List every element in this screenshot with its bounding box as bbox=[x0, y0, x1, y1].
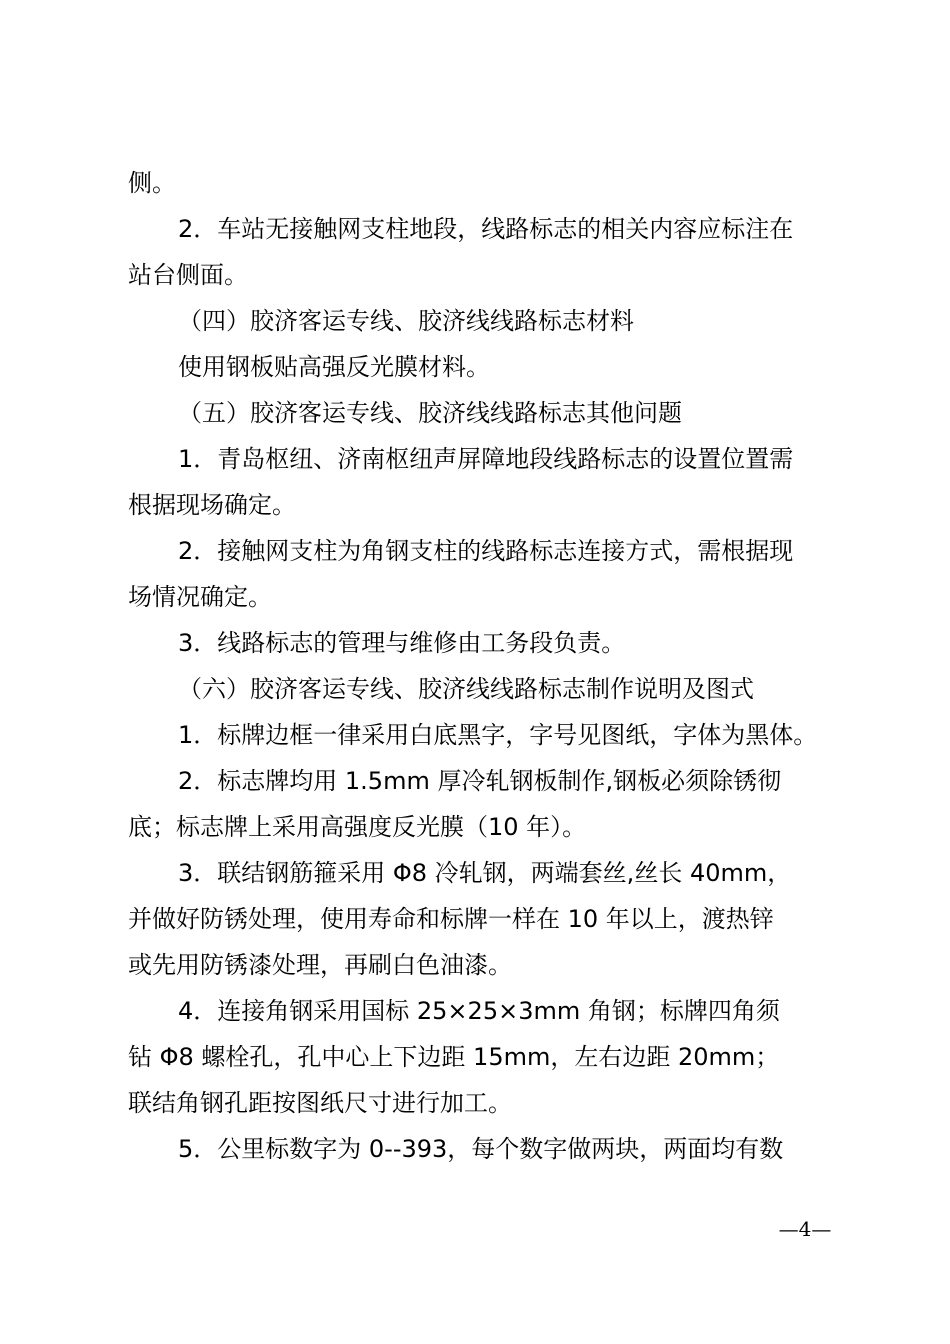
text-line: 2．标志牌均用 1.5mm 厚冷轧钢板制作,钢板必须除锈彻 bbox=[178, 767, 782, 795]
text-line: 场情况确定。 bbox=[128, 583, 272, 611]
text-line: 或先用防锈漆处理，再刷白色油漆。 bbox=[128, 951, 512, 979]
text-line: 1．标牌边框一律采用白底黑字，字号见图纸，字体为黑体。 bbox=[178, 721, 818, 749]
page-number: —4— bbox=[778, 1217, 832, 1241]
text-line: 底；标志牌上采用高强度反光膜（10 年）。 bbox=[128, 813, 587, 841]
text-line: 侧。 bbox=[128, 169, 176, 197]
text-line: 2．车站无接触网支柱地段，线路标志的相关内容应标注在 bbox=[178, 215, 794, 243]
text-line: 5．公里标数字为 0--393，每个数字做两块，两面均有数 bbox=[178, 1135, 784, 1163]
text-line: 3．线路标志的管理与维修由工务段负责。 bbox=[178, 629, 626, 657]
text-line: 并做好防锈处理，使用寿命和标牌一样在 10 年以上，渡热锌 bbox=[128, 905, 774, 933]
document-body bbox=[128, 160, 838, 1172]
text-line: 1．青岛枢纽、济南枢纽声屏障地段线路标志的设置位置需 bbox=[178, 445, 794, 473]
text-line: 联结角钢孔距按图纸尺寸进行加工。 bbox=[128, 1089, 512, 1117]
section-heading: （五）胶济客运专线、胶济线线路标志其他问题 bbox=[178, 399, 682, 427]
text-line: 3．联结钢筋箍采用 Φ8 冷轧钢，两端套丝,丝长 40mm， bbox=[178, 859, 792, 887]
text-line: 4．连接角钢采用国标 25×25×3mm 角钢；标牌四角须 bbox=[178, 997, 780, 1025]
text-line: 根据现场确定。 bbox=[128, 491, 296, 519]
text-line: 2．接触网支柱为角钢支柱的线路标志连接方式，需根据现 bbox=[178, 537, 794, 565]
section-heading: （六）胶济客运专线、胶济线线路标志制作说明及图式 bbox=[178, 675, 754, 703]
text-line: 使用钢板贴高强反光膜材料。 bbox=[178, 353, 490, 381]
section-heading: （四）胶济客运专线、胶济线线路标志材料 bbox=[178, 307, 634, 335]
text-line: 站台侧面。 bbox=[128, 261, 248, 289]
text-line: 钻 Φ8 螺栓孔，孔中心上下边距 15mm，左右边距 20mm； bbox=[128, 1043, 780, 1071]
